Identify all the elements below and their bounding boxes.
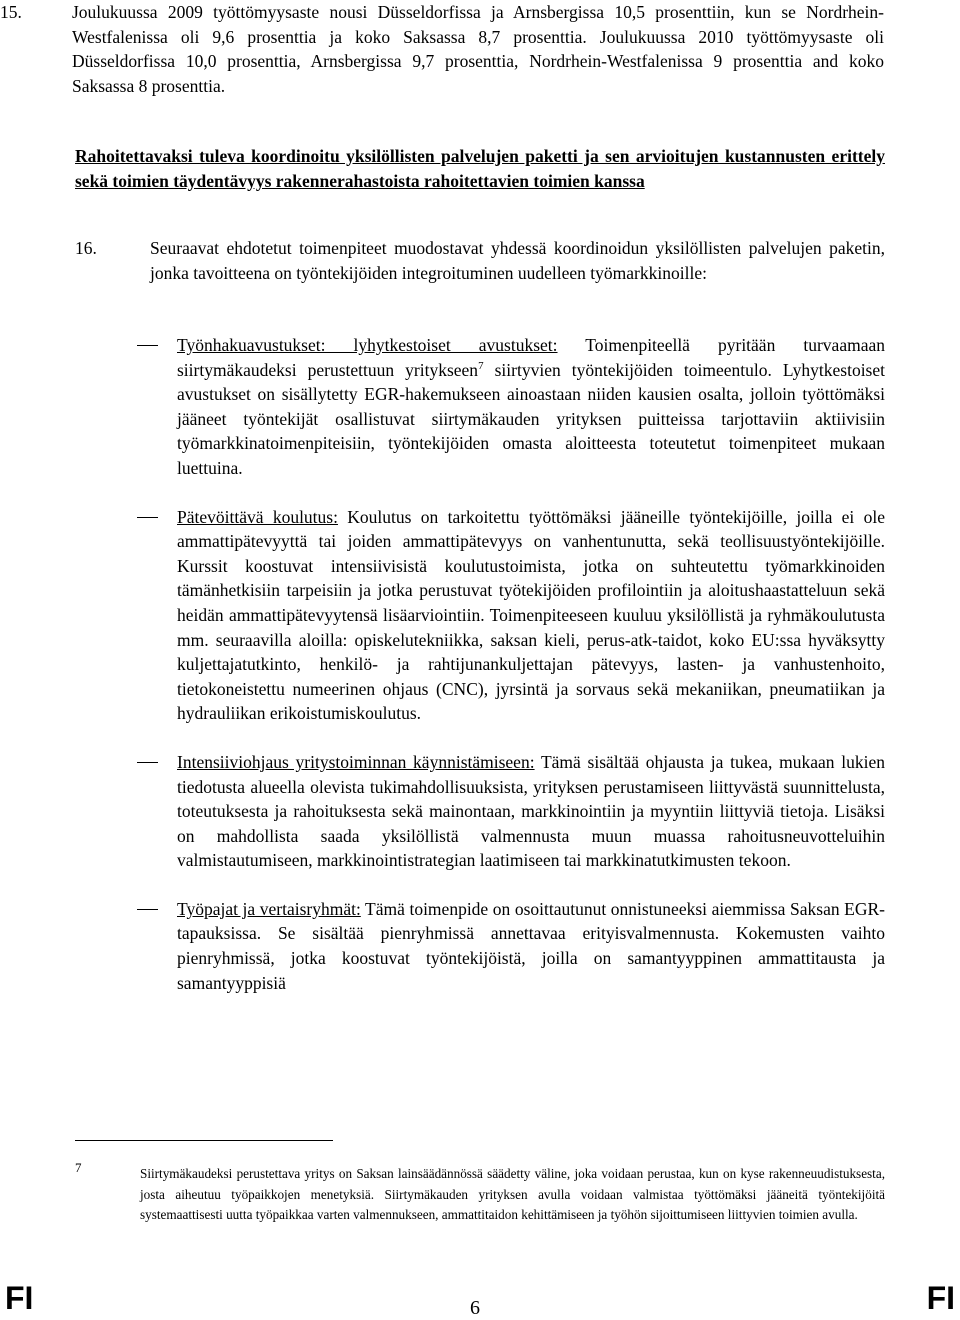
list-item-body: Toimenpiteellä pyritään turvaamaan siirtymäkaudeksi perustettuun yritykseen xyxy=(177,335,885,380)
list-item-body-continued: siirtyvien työntekijöiden toimeentulo. Lyhytkestoiset avustukset on sisällytetty EGR-hakemukseen ainoastaan niiden kausien osalta, jolloin työttömäksi jääneet työntekijät osallistuvat siirtymäkauden yrityksen puitteissa tarjottaviin aktiivisiin työmarkkinatoimenpiteisiin, työntekijöiden omasta aloitteesta toteutetut toimenpiteet mukaan luettuina. xyxy=(177,359,885,478)
footnote-number: 7 xyxy=(75,1160,82,1175)
dash-bullet-icon xyxy=(137,762,158,763)
list-item-text xyxy=(177,750,885,873)
footnote-text: Siirtymäkaudeksi perustettava yritys on Saksan lainsäädännössä säädetty väline, joka voidaan perustaa, kun on kyse rakenneuudistuksesta, josta aiheutuu työpaikkojen menetyksiä. Siirtymäkauden yrityksen avulla voidaan valmistaa työttömäksi jääneitä työntekijöitä systemaattisesti uutta työpaikkaa varten valmennukseen, ammattitaidon kehittämiseen ja työhön sijoittumiseen liittyvien toimien avulla. xyxy=(140,1166,885,1222)
list-item-title: Pätevöittävä koulutus: xyxy=(177,506,338,527)
paragraph-number: 15. xyxy=(0,2,22,22)
dash-bullet-icon xyxy=(137,345,158,346)
list-item xyxy=(177,333,885,481)
footnote-reference[interactable]: 7 xyxy=(478,359,484,372)
list-item xyxy=(177,750,885,873)
paragraph-15 xyxy=(0,0,884,98)
list-item-body: Tämä sisältää ohjausta ja tukea, mukaan lukien tiedotusta alueella olevista tukimahdollisuuksista, yrityksen perustamiseen liittyvästä suunnittelusta, toteutuksesta ja rahoituksesta sekä mainontaan, markkinointiin ja myyntiin liittyviä tietoja. Lisäksi on mahdollista saada yksilöllistä valmennusta muun muassa rahoitusneuvotteluihin valmistautumiseen, markkinointistrategian laatimiseen tai markkinatutkimusten tekoon. xyxy=(177,751,885,871)
paragraph-text: Joulukuussa 2009 työttömyysaste nousi Düsseldorfissa ja Arnsbergissa 10,5 prosenttiin, kun se Nordrhein-Westfalenissa oli 9,6 prosenttia ja koko Saksassa 8,7 prosenttia. Joulukuussa 2010 työttömyysaste oli Düsseldorfissa 10,0 prosenttia, Arnsbergissa 9,7 prosenttia, Nordrhein-Westfalenissa 9 prosenttia and koko Saksassa 8 prosenttia. xyxy=(72,2,884,96)
list-item-body: Koulutus on tarkoitettu työttömäksi jääneille työntekijöille, joilla ei ole ammattipätevyyttä tai joiden ammattipätevyys on vanhentunutta, sekä teollisuustyöntekijöille. Kurssit koostuvat intensiivisistä koulutustoimista, jotka on suhteutettu työmarkkinoiden tämänhetkisiin tarpeisiin ja jotka perustuvat työtekijöiden profilointiin ja aloitushaastatteluun sekä heidän ammattipätevyytensä lisäarviointiin. Toimenpiteeseen kuuluu yksilöllistä ja ryhmäkoulutusta mm. seuraavilla aloilla: opiskelutekniikka, saksan kieli, perus-atk-taidot, koko EU:ssa hyväksytty kuljettajatutkinto, henkilö- ja rahtijunankuljettajan pätevyys, lasten- ja vanhustenhoito, tietokoneistettu numeerinen ohjaus (CNC), jyrsintä ja sorvaus sekä mekaniikan, pneumatiikan ja hydrauliikan erikoistumiskoulutus. xyxy=(177,506,885,724)
footnote-divider xyxy=(75,1140,333,1141)
list-item-title: Intensiiviohjaus yritystoiminnan käynnistämiseen: xyxy=(177,751,535,772)
dash-bullet-icon xyxy=(137,909,158,910)
page-number: 6 xyxy=(470,1297,480,1319)
list-item-text xyxy=(177,897,885,995)
list-item-text xyxy=(177,333,885,481)
list-item xyxy=(177,505,885,726)
footer-language-code-left: FI xyxy=(5,1280,34,1316)
list-item-body: Tämä toimenpide on osoittautunut onnistuneeksi aiemmissa Saksan EGR-tapauksissa. Se sisältää pienryhmissä annettavaa erityisvalmennusta. Kokemusten vaihto pienryhmissä, jotka koostuvat työntekijöistä, joilla on samantyyppinen ammattitausta ja samantyyppisiä xyxy=(177,898,885,993)
paragraph-number: 16. xyxy=(75,238,97,258)
list-item-title: Työpajat ja vertaisryhmät: xyxy=(177,898,361,919)
paragraph-text: Seuraavat ehdotetut toimenpiteet muodostavat yhdessä koordinoidun yksilöllisten palvelujen paketin, jonka tavoitteena on työntekijöiden integroituminen uudelleen työmarkkinoille: xyxy=(150,238,885,283)
dash-bullet-icon xyxy=(137,517,158,518)
list-item xyxy=(177,897,885,995)
section-heading: Rahoitettavaksi tuleva koordinoitu yksilöllisten palvelujen paketti ja sen arvioitujen kustannusten erittely sekä toimien täydentävyys rakennerahastoista rahoitettavien toimien kanssa xyxy=(75,146,885,191)
measures-list xyxy=(177,333,885,1019)
footer-language-code-right: FI xyxy=(926,1280,955,1316)
list-item-title: Työnhakuavustukset: lyhytkestoiset avustukset: xyxy=(177,335,558,355)
list-item-text xyxy=(177,505,885,726)
paragraph-16 xyxy=(75,236,885,285)
